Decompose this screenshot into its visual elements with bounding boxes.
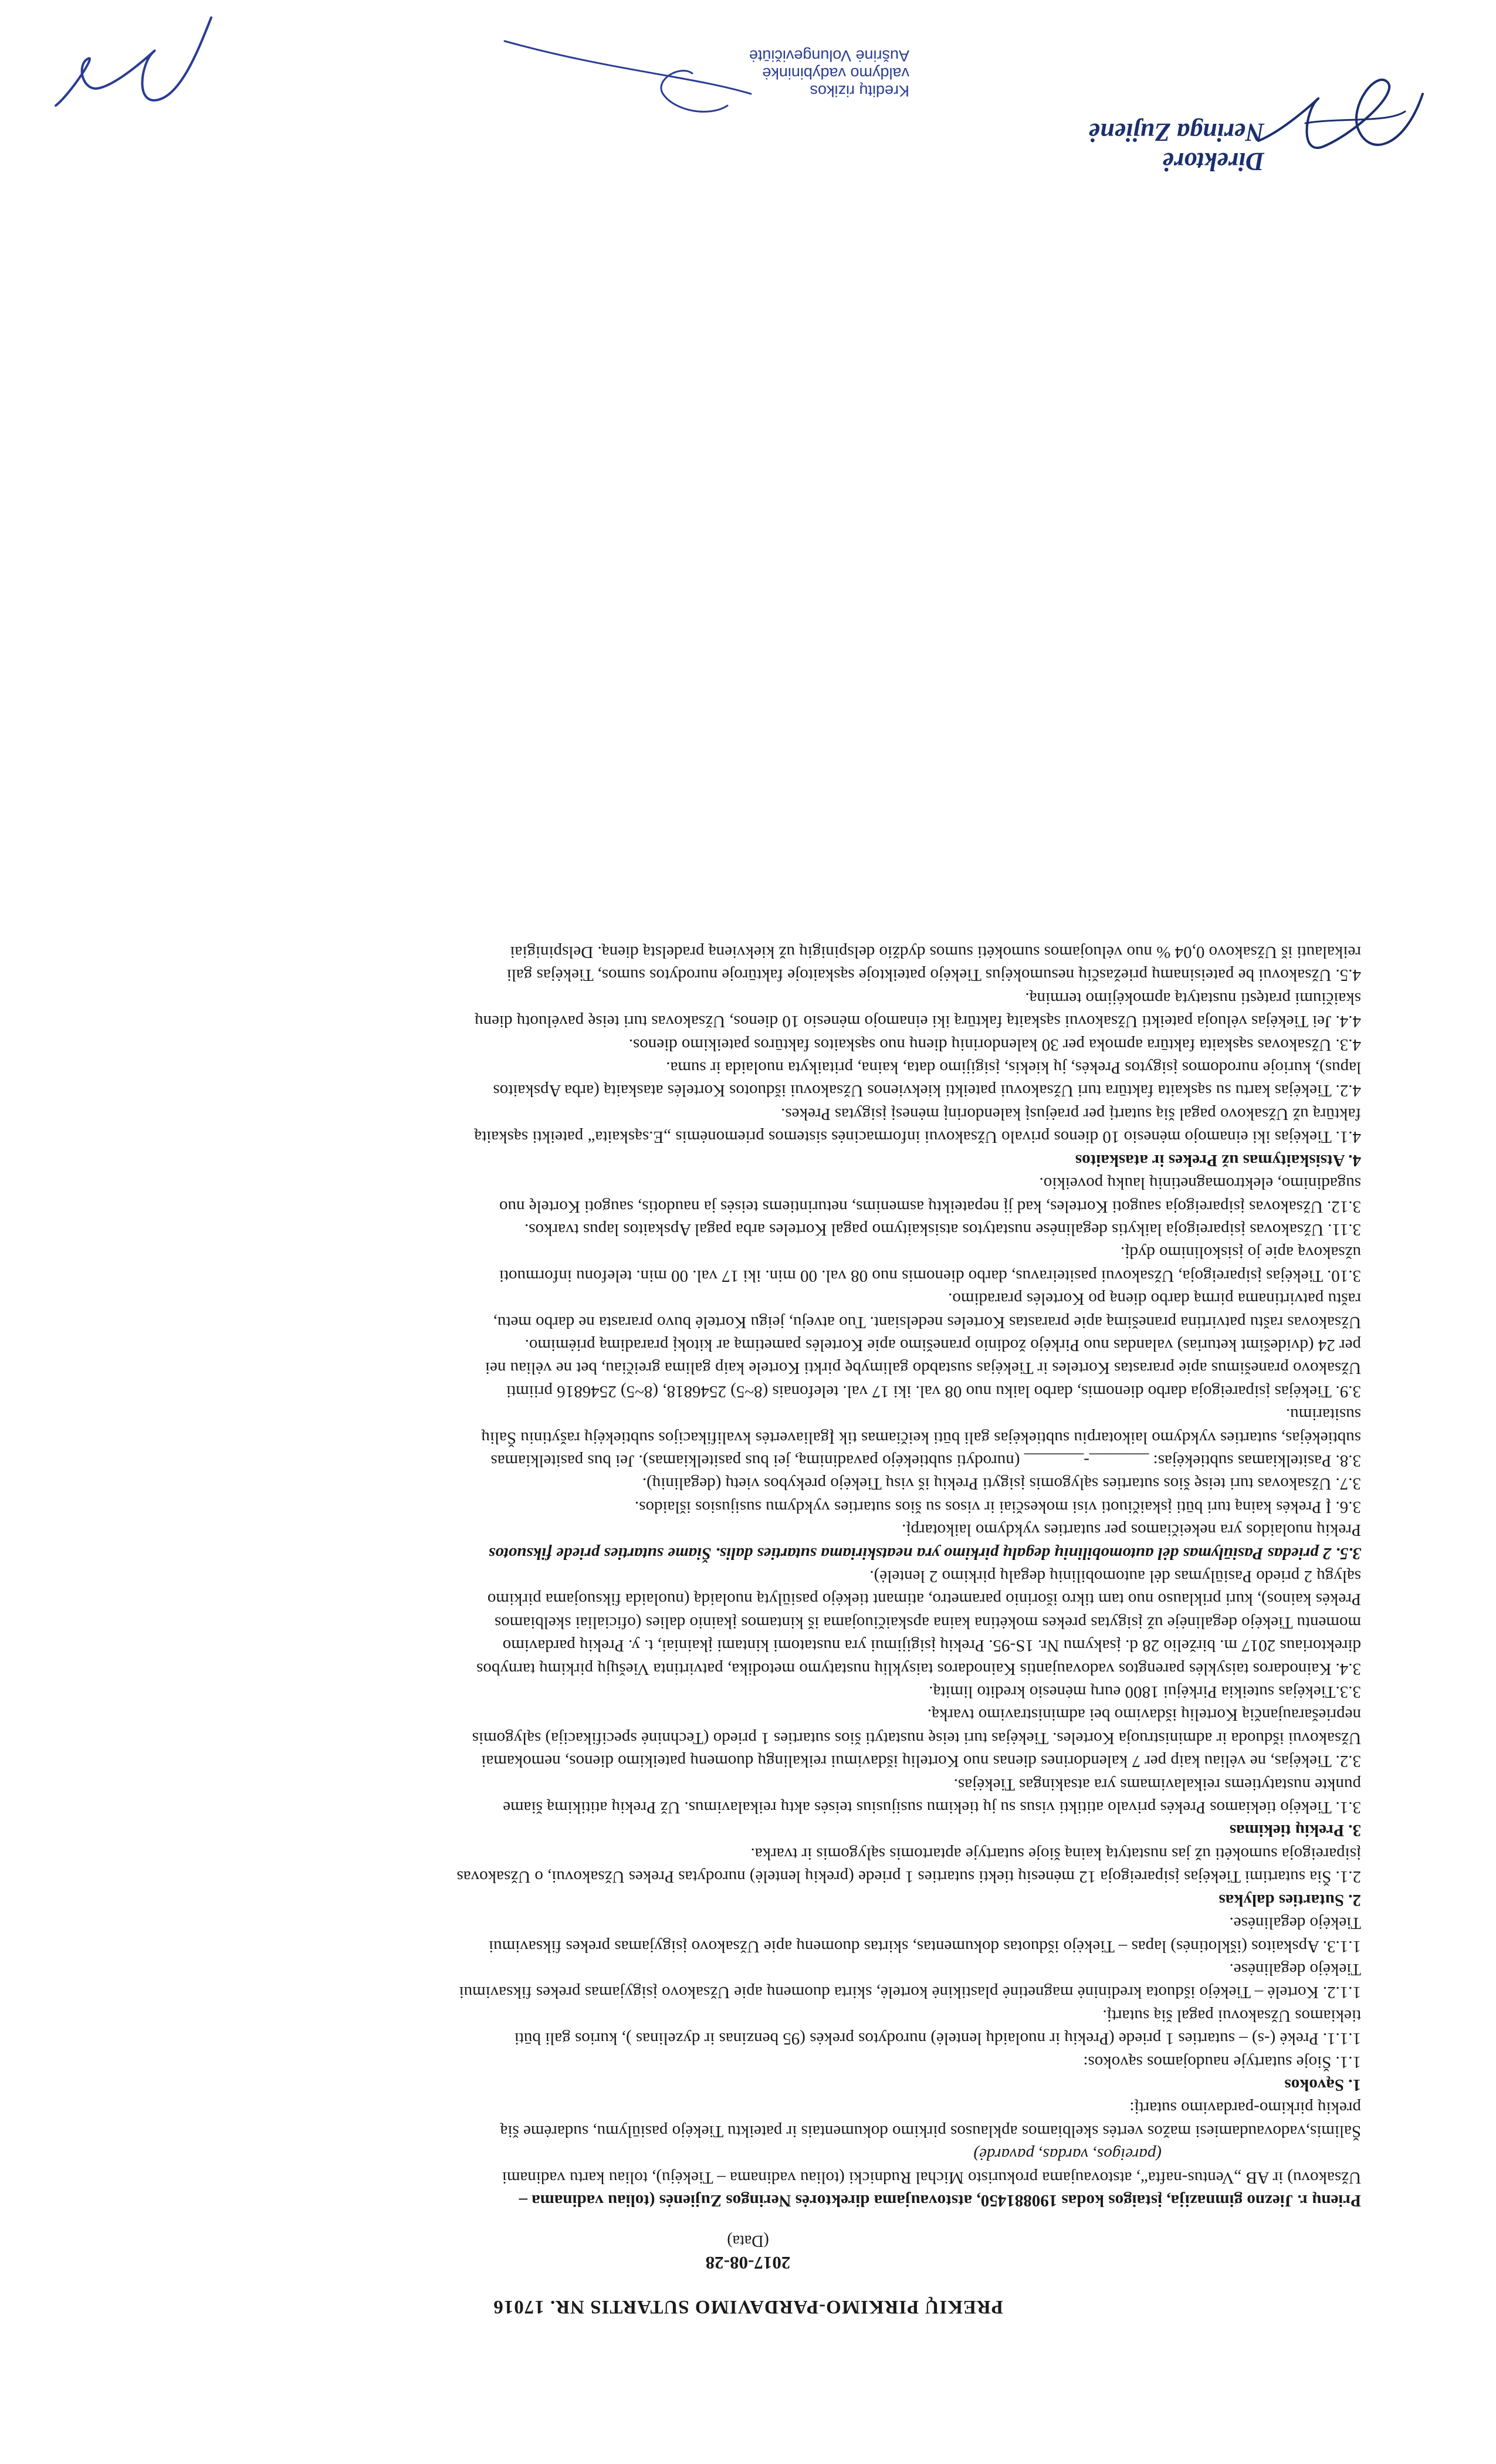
clause-line: 1.1.2. Kortelė – Tiekėjo išduota kredininė magnetinė plastikinė kortelė, skirta duomenų apie Užsakovo įsigyjamas prekes fiksavimui: [459, 1983, 1361, 2002]
clause-line: 4.1. Tiekėjas iki einamojo mėnesio 10 dienos privalo Užsakovui informacinės sistemos priemonėmis „E.sąskaita“ pateikti sąskaitą: [474, 1128, 1361, 1147]
supplier-signature-scribble: [493, 12, 763, 129]
parties-line: Prienų r. Jiezno gimnazija, įstaigos kodas 190881450, atstovaujama direktorės Neringos Zujienės (toliau vadinama –: [519, 2191, 1361, 2210]
clause-line: 1.1. Šioje sutartyje naudojamos sąvokos:: [1083, 2052, 1361, 2072]
clause-line: reikalauti iš Užsakovo 0,04 % nuo vėluojamos sumokėti sumos dydžio delspinigių už kiekvieną pradelstą dieną. Delspinigiai: [510, 943, 1361, 962]
clause-line: Tiekėjo degalinėse.: [1229, 1914, 1361, 1933]
clause-line: Prekių nuolaidos yra nekeičiamos per sutarties vykdymo laikotarpį.: [902, 1521, 1361, 1540]
clause-line: 4.4. Jei Tiekėjas vėluoja pateikti Užsakovui sąskaitą faktūrą iki einamojo mėnesio 10 dienos, Užsakovas turi teisę pavėluotų dienų: [475, 1012, 1361, 1031]
clause-line: sąlygų 2 priedo Pasiūlymas dėl automobilinių degalų pirkimo 2 lentelė).: [869, 1567, 1361, 1586]
section-heading: 1. Sąvokos: [1284, 2075, 1361, 2094]
clause-line: 3.12. Užsakovas įsipareigoja saugoti Korteles, kad jį nepateiktų asmenims, neturintiems teisės ja naudotis, saugoti Kortelę nuo: [499, 1197, 1361, 1216]
clause-line: 3.7. Užsakovas turi teisę šios sutarties sąlygomis įsigyti Prekių iš visų Tiekėjo prekybos vietų (degalinių).: [642, 1474, 1361, 1494]
section-heading: 3. Prekių tiekimas: [1229, 1821, 1361, 1840]
date-caption: (Data): [727, 2232, 769, 2250]
clause-line: lapus), kurioje nurodomos įsigytos Prekės, jų kiekis, įsigijimo data, kaina, pritaikyta nuolaida ir suma.: [666, 1058, 1361, 1078]
clause-line: tiekiamos Užsakovui pagal šią sutartį.: [1102, 2006, 1361, 2025]
clause-line: Užsakovas raštu patvirtina pranešimą apie prarastas Korteles nedelsiant. Tuo atveju, jeigu Kortelė buvo prarasta ne darbo metu,: [493, 1312, 1361, 1332]
clause-line: 2.1. Šia sutartimi Tiekėjas įsipareigoja 12 mėnesių tiekti sutarties 1 priede (prekių lentelė) nurodytas Prekes Užsakovui, o Užsakovas: [456, 1867, 1361, 1887]
clause-line: sugadinimo, elektromagnetinių laukų poveikio.: [1039, 1174, 1361, 1193]
clause-line: 3.9. Tiekėjas įsipareigoja darbo dienomis, darbo laiku nuo 08 val. iki 17 val. telefonais (8~5) 2546818, (8~5) 2546816 priimti: [506, 1382, 1361, 1401]
stamp-line: Kreditų rizikos: [810, 82, 909, 100]
clause-line: 4.5. Užsakovui be pateisinamų priežasčių nesumokėjus Tiekėjo pateiktoje sąskaitoje faktūroje nurodytos sumos, Tiekėjas gali: [506, 966, 1361, 985]
clause-line: momentu Tiekėjo degalinėje už įsigytas prekes mokėtina kaina apskaičiuojama iš kintamos įkainio dalies (oficialiai skelbiamos: [494, 1613, 1361, 1632]
clause-line: skaičiumi pratęsti nustatytą apmokėjimo terminą.: [1025, 989, 1361, 1008]
director-name: Neringa Zujienė: [1088, 118, 1264, 147]
clause-line: 1.1.3. Apskaitos (išklotinės) lapas – Tiekėjo išduotas dokumentas, skirtas duomenų apie Užsakovo įsigyjamas prekes fiksavimui: [489, 1937, 1361, 1956]
clause-line: 3.4. Kainodaros taisyklės parengtos vadovaujantis Kainodaros taisyklių nustatymo metodika, patvirtinta Viešųjų pirkimų tarnybos: [476, 1659, 1361, 1678]
clause-line: Tiekėjo degalinėse.: [1229, 1959, 1361, 1979]
clause-line: faktūrą už Užsakovo pagal šią sutartį per praėjusį kalendorinį mėnesį įsigytas Prekes.: [781, 1104, 1361, 1123]
clause-line: Prekės kainos), kuri priklauso nuo tam tikro išorinio parametro, atimant tiekėjo pasiūlytą nuolaidą (nuolaida fiksuojama pirkimo: [487, 1590, 1361, 1609]
clause-line: 3.5. 2 priedas Pasiūlymas dėl automobilinių degalų pirkimo yra neatskiriama sutarties dalis. Šiame sutarties priede fiksuotos: [488, 1544, 1361, 1563]
stamp-line: Aušrinė Volungevičiūtė: [749, 47, 909, 65]
clause-line: subtiekėjas, sutarties vykdymo laikotarpiu subtiekėjas gali būti keičiamas tik Įgaliavertės kvalifikacijos subtiekėjų rašytiniu Šalių: [481, 1428, 1361, 1447]
clause-line: 3.2. Tiekėjas, ne vėliau kaip per 7 kalendorines dienas nuo Kortelių išdavimui reikalingų duomenų pateikimo dienos, nemokamai: [481, 1752, 1361, 1771]
clause-line: Užsakovui išduoda ir administruoja Korteles. Tiekėjas turi teisę nustatyti šios sutarties 1 priedo (Techninė specifikacija) sąlygomis: [472, 1728, 1361, 1748]
clause-line: 3.3.Tiekėjas suteikia Pirkėjui 1800 eurų mėnesio kredito limitą.: [929, 1683, 1361, 1702]
clause-line: 3.1. Tiekėjo tiekiamos Prekės privalo atitikti visus su jų tiekimu susijusius teisės aktų reikalavimus. Už Prekių atitikimą šiame: [503, 1798, 1361, 1817]
contract-body: [12, 940, 1361, 2212]
clause-line: per 24 (dvidešimt keturias) valandas nuo Pirkėjo žodinio pranešimo apie Kortelės pametimą ar kitokį praradimą priėmimo.: [524, 1335, 1361, 1355]
clause-line: susitarimu.: [1285, 1405, 1361, 1424]
clause-line: užsakovą apie jo įsiskolinimo dydį.: [1121, 1243, 1361, 1263]
manager-signature-scribble: [47, 6, 223, 117]
clause-line: raštu patvirtinama pirmą darbo dieną po Kortelės praradimo.: [948, 1289, 1361, 1309]
clause-line: 4.3. Užsakovas sąskaita faktūra apmoka per 30 kalendorinių dienų nuo sąskaitos faktūros pateikimo dienos.: [628, 1035, 1361, 1054]
director-signature-scribble: [1241, 59, 1440, 182]
clause-line: 3.8. Pasitelkiamas subtiekėjas: _______-_______ (nurodyti subtiekėjo pavadinimą, jei bus pasitelkiamas). Jei bus pasitelkiamas: [490, 1451, 1361, 1470]
contract-date: 2017-08-28: [705, 2253, 791, 2273]
clause-line: punkte nustatytiems reikalavimams yra atsakingas Tiekėjas.: [953, 1775, 1361, 1794]
clause-line: 4.2. Tiekėjas kartu su sąskaita faktūra turi Užsakovui pateikti kiekvienos Užsakovui išduotos Kortelės ataskaitą (arba Apskaitos: [493, 1081, 1361, 1101]
parties-line: prekių pirkimo-pardavimo sutartį:: [1129, 2099, 1361, 2118]
clause-line: direktoriaus 2017 m. birželio 28 d. įsakymu Nr. 1S-95. Prekių įsigijimui yra nustatomi kintami įkainiai, t. y. Prekių pardavimo: [502, 1636, 1361, 1656]
clause-line: nepriešaraujančią Kortelių išdavimo bei administravimo tvarką.: [927, 1705, 1361, 1725]
stamp-line: valdymo vadybininkė: [762, 65, 909, 82]
clause-line: 3.6. Į Prekės kainą turi būti įskaičiuoti visi mokesčiai ir visos su šios sutarties vykdymu susijusios išlaidos.: [634, 1497, 1361, 1517]
clause-line: 1.1.1. Prekė (-s) – sutarties 1 priede (Prekių ir nuolaidų lentelė) nurodytos prekės (95 benzinas ir dyzelinas ), kurios gali būti: [514, 2029, 1361, 2049]
director-signature-block: [1089, 117, 1264, 176]
clause-line: 3.11. Užsakovas įsipareigoja laikytis degalinėse nustatytos atsiskaitymo pagal Korteles arba pagal Apskaitos lapus tvarkos.: [524, 1220, 1361, 1239]
parties-line: Užsakovu) ir AB „Ventus-nafta“, atstovaujama prokuristo Michal Rudnicki (toliau vadinama – Tiekėju), toliau kartu vadinami: [502, 2168, 1361, 2187]
clause-line: 3.10. Tiekėjas įsipareigoja, Užsakovui pasiteiravus, darbo dienomis nuo 08 val. 00 min. iki 17 val. 00 min. telefonu informuoti: [499, 1266, 1361, 1285]
parties-caption: (pareigos, vardas, pavardė): [973, 2145, 1162, 2164]
section-heading: 4. Atsiskaitymas už Prekes ir ataskaitos: [1075, 1150, 1361, 1170]
section-heading: 2. Sutarties dalykas: [1219, 1890, 1361, 1910]
manager-stamp: [749, 47, 909, 100]
clause-line: įsipareigoja sumokėti už jas nustatytą kainą šioje sutartyje aptartomis sąlygomis ir tvarka.: [750, 1844, 1361, 1863]
director-title: Direktorė: [1162, 147, 1264, 176]
document-title: PREKIŲ PIRKIMO-PARDAVIMO SUTARTIS NR. 17016: [493, 2296, 1003, 2317]
clause-line: Užsakovo pranešimus apie prarastas Korteles ir Tiekėjas sustabdo galimybę pirkti Kortele kaip galima greičiau, bet ne vėliau nei: [485, 1359, 1361, 1378]
parties-line: Šalimis,vadovaudamiesi mažos vertės skelbiamos apklausos pirkimo dokumentais ir pateiktu Tiekėjo pasiūlymu, sudarėme šią: [500, 2121, 1361, 2141]
